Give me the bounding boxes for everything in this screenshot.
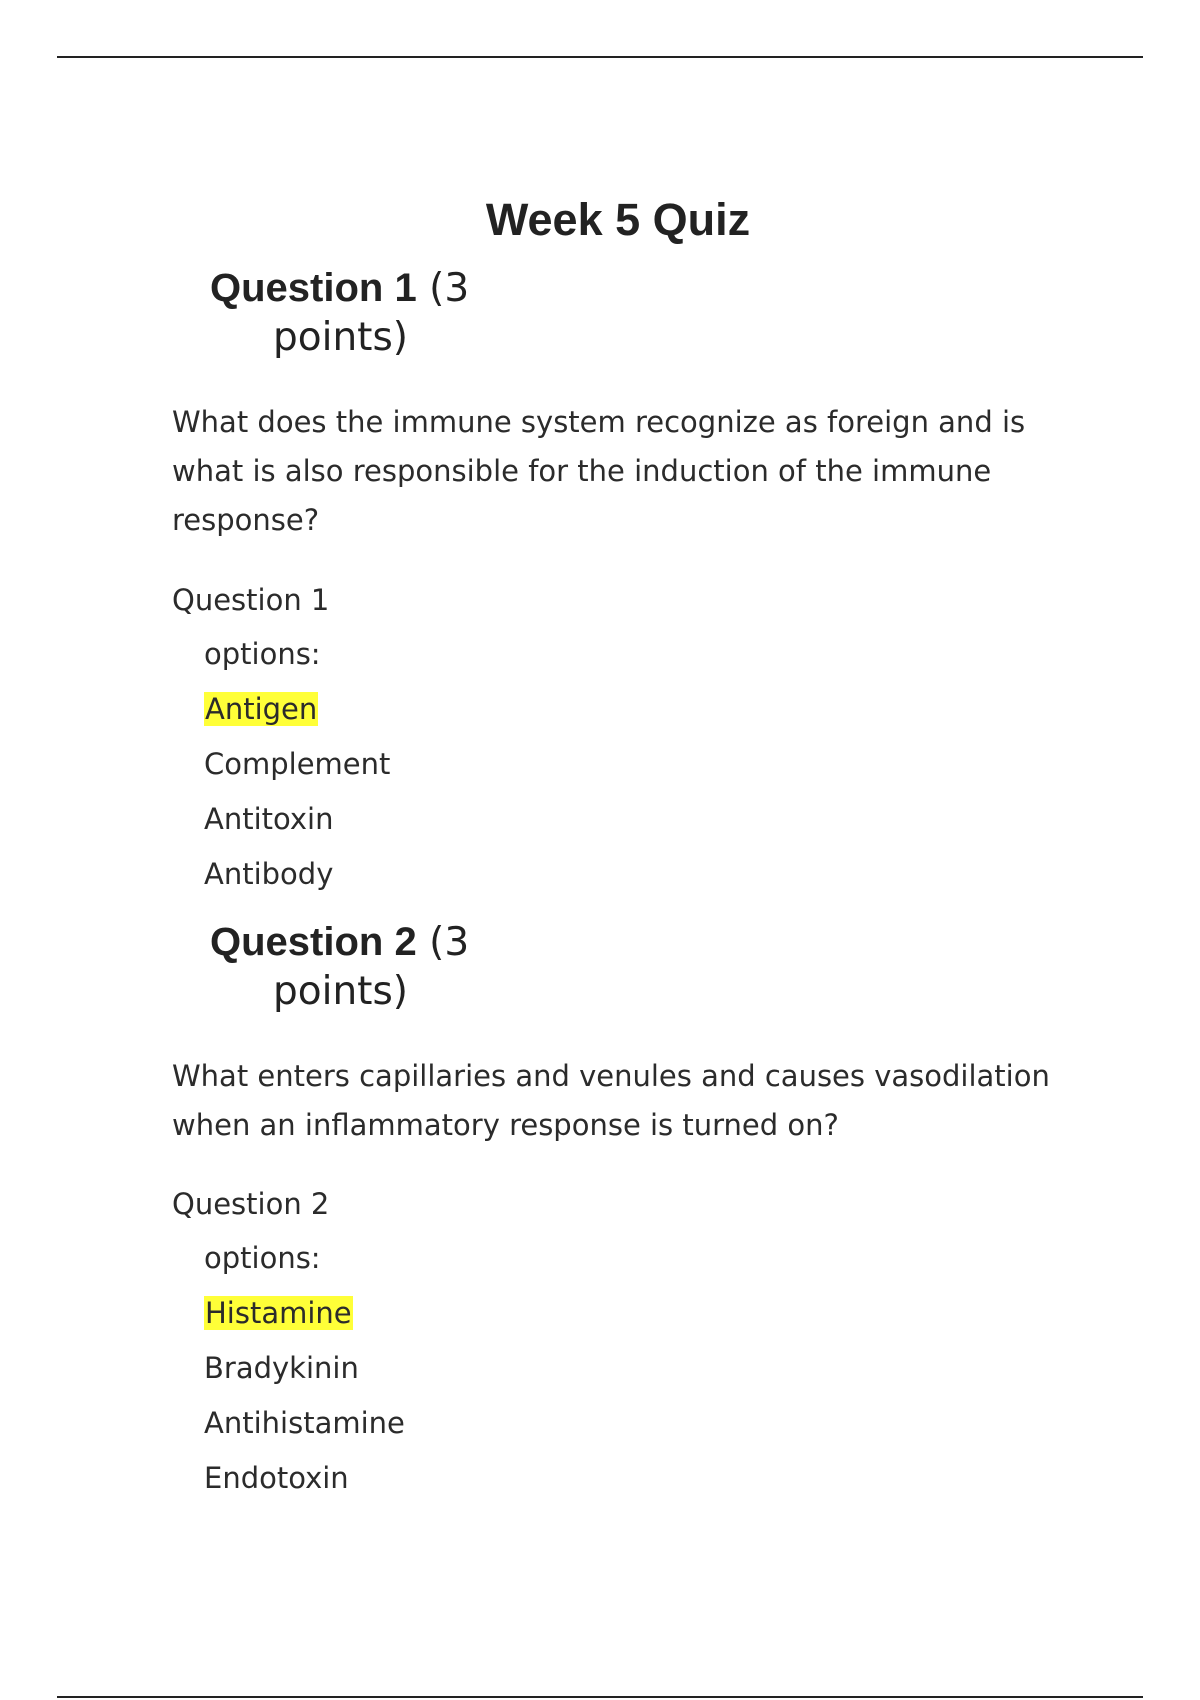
option-antitoxin: Antitoxin bbox=[204, 802, 334, 836]
option-endotoxin: Endotoxin bbox=[204, 1461, 349, 1495]
question-2-text: What enters capillaries and venules and causes vasodilation when an inflammatory response is turned on? bbox=[172, 1059, 1050, 1142]
question-1-points-open: (3 bbox=[429, 266, 470, 311]
question-2-label: Question 2 bbox=[210, 920, 417, 964]
options-label: options: bbox=[204, 1241, 321, 1275]
page-title: Week 5 Quiz bbox=[485, 194, 751, 245]
question-2-sub-label: Question 2 bbox=[172, 1187, 330, 1221]
question-1-heading bbox=[210, 264, 630, 362]
option-histamine bbox=[204, 1293, 405, 1348]
top-rule bbox=[57, 56, 1143, 58]
question-2-points-open: (3 bbox=[429, 920, 470, 965]
option-antigen bbox=[204, 689, 390, 744]
option-antibody: Antibody bbox=[204, 857, 334, 891]
question-1-label: Question 1 bbox=[210, 266, 417, 310]
highlighted-answer: Histamine bbox=[205, 1296, 352, 1330]
question-2-heading bbox=[210, 918, 630, 1016]
option-antihistamine: Antihistamine bbox=[204, 1406, 405, 1440]
highlighted-answer: Antigen bbox=[205, 692, 318, 726]
question-1-points-close: points) bbox=[273, 315, 408, 360]
question-1-options bbox=[204, 634, 390, 909]
option-complement: Complement bbox=[204, 747, 391, 781]
question-1-text: What does the immune system recognize as foreign and is what is also responsible for the induction of the immune response? bbox=[172, 405, 1026, 537]
question-2-points-close: points) bbox=[273, 969, 408, 1014]
question-2-options bbox=[204, 1238, 405, 1513]
question-1-sub-label: Question 1 bbox=[172, 583, 330, 617]
option-bradykinin: Bradykinin bbox=[204, 1351, 359, 1385]
bottom-rule bbox=[57, 1696, 1143, 1698]
options-label: options: bbox=[204, 637, 321, 671]
